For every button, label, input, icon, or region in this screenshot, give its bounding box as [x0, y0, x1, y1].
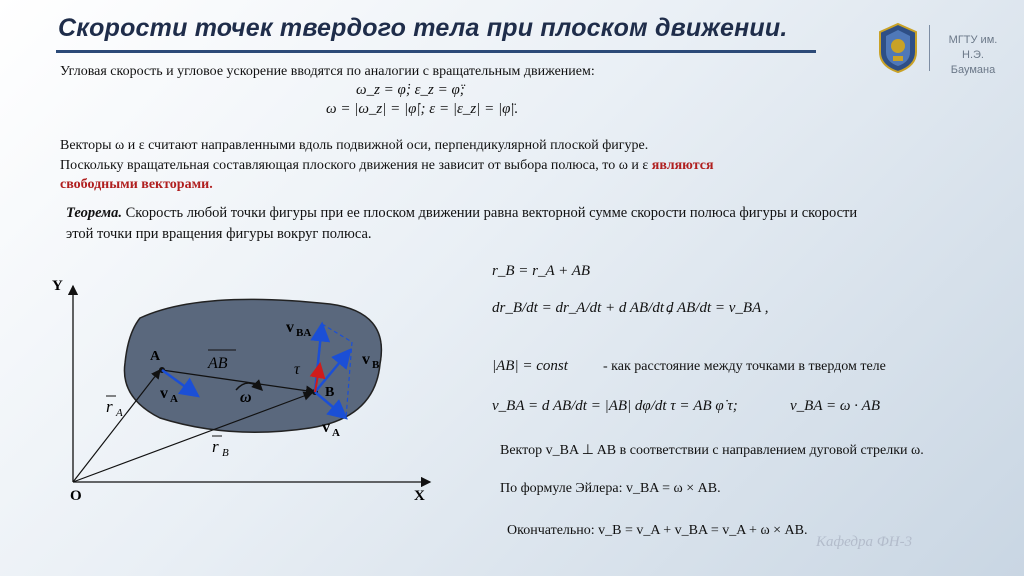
page-title: Скорости точек твердого тела при плоском движении. [58, 14, 788, 42]
svg-text:v: v [286, 319, 294, 336]
formula-omega-abs: ω = |ω_z| = |φ̇|; ε = |ε_z| = |φ̈|. [326, 101, 519, 117]
r-b-label [212, 436, 229, 459]
euler-formula: По формуле Эйлера: v_BA = ω × AB. [500, 481, 721, 496]
svg-text:v: v [322, 419, 330, 436]
header-divider [929, 25, 930, 71]
free-vectors-text: свободными векторами. [60, 177, 213, 192]
point-b-label: B [325, 385, 335, 400]
r-a-label [106, 396, 123, 419]
svg-text:v: v [160, 385, 168, 402]
intro-text: Угловая скорость и угловое ускорение вводятся по аналогии с вращательным движением: [60, 64, 595, 79]
vector-direction-text: Вектор v_BA ⊥ AB в соответствии с направлением дуговой стрелки ω. [500, 443, 924, 458]
rigid-body-diagram [40, 268, 480, 518]
title-underline [56, 50, 816, 53]
svg-text:A: A [116, 407, 123, 419]
svg-text:A: A [332, 427, 340, 439]
origin-label: O [70, 488, 82, 504]
omega-label: ω [240, 389, 252, 406]
svg-text:v: v [362, 351, 370, 368]
department-footer: Кафедра ФН-3 [816, 534, 913, 550]
svg-text:A: A [170, 393, 178, 405]
equation-rb: r_B = r_A + AB [492, 263, 591, 279]
equation-const: |AB| = const [492, 358, 568, 374]
point-a-label: A [150, 349, 161, 364]
svg-text:B: B [222, 447, 229, 459]
tau-label: τ [294, 361, 300, 378]
equation-const-note: - как расстояние между точками в твердом теле [603, 359, 886, 374]
rigid-body-shape [124, 299, 381, 432]
university-emblem [876, 22, 920, 74]
axis-x-label: X [414, 488, 425, 504]
equation-vba-def: d AB/dt = v_BA , [666, 300, 769, 316]
ab-label: AB [208, 355, 228, 372]
equation-derivative: dr_B/dt = dr_A/dt + d AB/dt , [492, 300, 672, 316]
vectors-text: Векторы ω и ε считают направленными вдоль подвижной оси, перпендикулярной плоской фигуре. [60, 138, 649, 153]
svg-text:r: r [106, 397, 113, 416]
formula-omega-z: ω_z = φ̇; ε_z = φ̈; [356, 82, 465, 98]
equation-vba-expansion: v_BA = d AB/dt = |AB| dφ/dt τ = AB φ̇ τ; [492, 398, 738, 414]
university-name: МГТУ им. Н.Э. Баумана [948, 34, 998, 76]
svg-text:r: r [212, 437, 219, 456]
final-formula: Окончательно: v_B = v_A + v_BA = v_A + ω × AB. [507, 523, 808, 538]
theorem-text: Теорема. Скорость любой точки фигуры при ее плоском движении равна векторной сумме скорости полюса фигуры и скорости этой точки при вращения фигуры вокруг полюса. [66, 205, 858, 242]
svg-text:BA: BA [296, 327, 312, 339]
equation-vba-magnitude: v_BA = ω · AB [790, 398, 880, 414]
svg-text:B: B [372, 359, 380, 371]
vectors-free-text: Поскольку вращательная составляющая плоского движения не зависит от выбора полюса, то ω и ε являются [60, 158, 714, 173]
axis-y-label: Y [52, 278, 63, 294]
